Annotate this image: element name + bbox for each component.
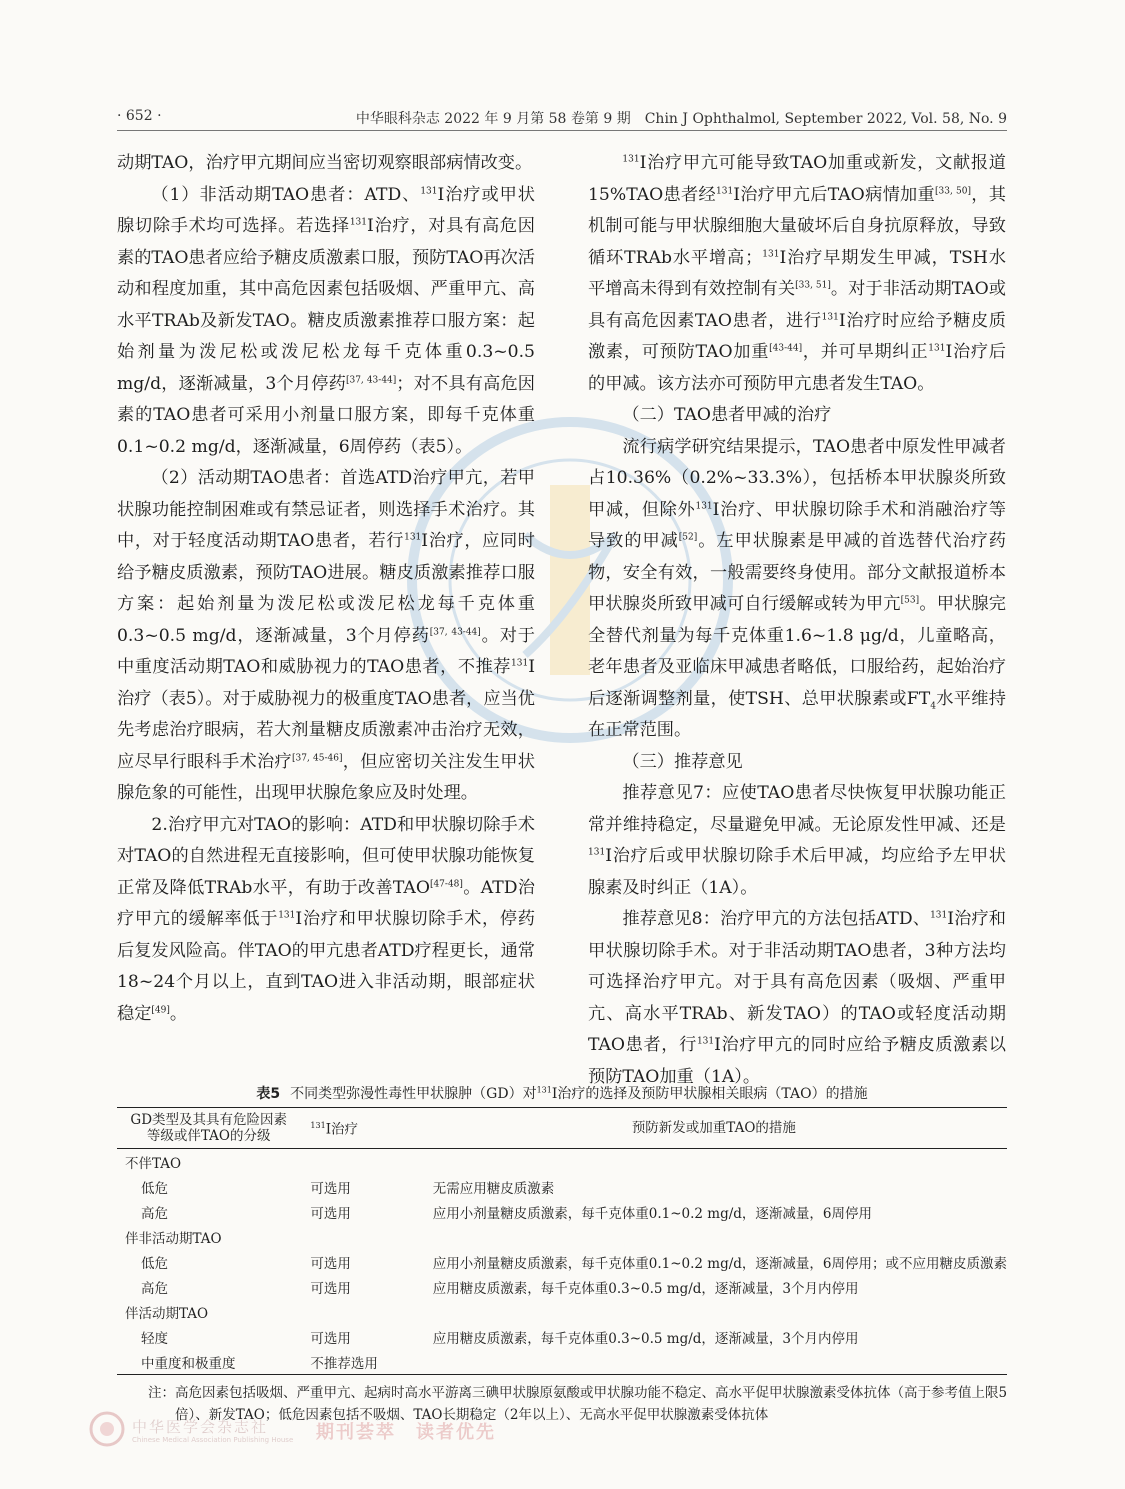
row-measure xyxy=(421,1349,1007,1375)
row-category: 低危 xyxy=(141,1180,168,1197)
row-measure xyxy=(421,1149,1007,1175)
table-row xyxy=(117,1199,1007,1224)
row-category: 伴非活动期TAO xyxy=(125,1230,222,1247)
row-category: 伴活动期TAO xyxy=(125,1305,209,1322)
citation: [52] xyxy=(678,532,698,543)
table-row xyxy=(117,1249,1007,1274)
publisher-name-en: Chinese Medical Association Publishing House xyxy=(132,1436,294,1444)
table-caption: 表5 不同类型弥漫性毒性甲状腺肿（GD）对$^{131}$I治疗的选择及预防甲状腺相关眼病（TAO）的措施 xyxy=(256,1085,868,1102)
table-row xyxy=(117,1224,1007,1249)
table-note: 注：高危因素包括吸烟、严重甲亢、起病时高水平游离三碘甲状腺原氨酸或甲状腺功能不稳定、高水平促甲状腺激素受体抗体（高于参考值上限5倍）、新发TAO；低危因素包括不吸烟、TAO长期稳定（2年以上）、无高水平促甲状腺激素受体抗体 xyxy=(148,1385,1008,1423)
row-131i-option: 不推荐选用 xyxy=(310,1355,378,1372)
header-gd-type: GD类型及其具有危险因素 等级或伴TAO的分级 xyxy=(130,1112,288,1144)
paragraph: $^{131}$I治疗甲亢可能导致TAO加重或新发，文献报道15%TAO患者经$^{131}$I治疗甲亢后TAO病情加重[33, 50]，其机制可能与甲状腺细胞大量破坏后自身抗原释放，导致循环TRAb水平增高；$^{131}$I治疗早期发生甲减，TSH水平增高未得到有效控制有关[33, 51]。对于非活动期TAO或具有高危因素TAO患者，进行$^{131}$I治疗时应给予糖皮质激素，可预防TAO加重[43-44]，并可早期纠正$^{131}$I治疗后的甲减。该方法亦可预防甲亢患者发生TAO。 xyxy=(588,153,1006,394)
citation: [47-48] xyxy=(429,878,463,889)
header-measures: 预防新发或加重TAO的措施 xyxy=(631,1120,796,1136)
publisher-footer xyxy=(88,1410,508,1450)
table-row xyxy=(117,1324,1007,1349)
citation: [37, 43-44] xyxy=(345,374,397,385)
table-row xyxy=(117,1174,1007,1199)
table-row xyxy=(117,1349,1007,1375)
citation: [37, 45-46] xyxy=(292,752,343,763)
header-131i: $^{131}$I治疗 xyxy=(310,1121,359,1138)
row-131i-option xyxy=(300,1299,420,1324)
row-131i-option: 可选用 xyxy=(310,1280,351,1297)
table-row xyxy=(117,1274,1007,1299)
table-row xyxy=(117,1299,1007,1324)
row-category: 高危 xyxy=(141,1280,168,1297)
page-number: · 652 · xyxy=(117,108,162,124)
row-131i-option xyxy=(300,1224,420,1249)
row-category: 不伴TAO xyxy=(125,1155,182,1172)
citation: [43-44] xyxy=(769,343,803,354)
paragraph: 流行病学研究结果提示，TAO患者中原发性甲减者占10.36%（0.2%~33.3%），包括桥本甲状腺炎所致甲减，但除外$^{131}$I治疗、甲状腺切除手术和消融治疗等导致的甲减[52]。左甲状腺素是甲减的首选替代治疗药物，安全有效，一般需要终身使用。部分文献报道桥本甲状腺炎所致甲减可自行缓解或转为甲亢[53]。甲状腺完全替代剂量为每千克体重1.6~1.8 μg/d，儿童略高，老年患者及亚临床甲减患者略低，口服给药，起始治疗后逐渐调整剂量，使TSH、总甲状腺素或$FT_4$水平维持在正常范围。 xyxy=(588,436,1006,740)
row-measure: 应用糖皮质激素，每千克体重0.3~0.5 mg/d，逐渐减量，3个月内停用 xyxy=(432,1280,859,1297)
publisher-name: 中华医学会杂志社 xyxy=(132,1418,269,1436)
citation: [33, 50] xyxy=(935,185,971,196)
left-column xyxy=(117,148,535,1030)
journal-citation: 中华眼科杂志 2022 年 9 月第 58 卷第 9 期 Chin J Ophthalmol, September 2022, Vol. 58, No. 9 xyxy=(355,111,1007,127)
citation: [53] xyxy=(900,595,920,606)
paragraph: （1）非活动期TAO患者：ATD、$^{131}$I治疗或甲状腺切除手术均可选择。若选择$^{131}$I治疗，对具有高危因素的TAO患者应给予糖皮质激素口服，预防TAO再次活动和程度加重，其中高危因素包括吸烟、严重甲亢、高水平TRAb及新发TAO。糖皮质激素推荐口服方案：起始剂量为泼尼松或泼尼松龙每千克体重0.3~0.5 mg/d，逐渐减量，3个月停药[37, 43-44]；对不具有高危因素的TAO患者可采用小剂量口服方案，即每千克体重0.1~0.2 mg/d，逐渐减量，6周停药（表5）。 xyxy=(117,184,535,457)
row-131i-option xyxy=(300,1149,420,1175)
row-131i-option: 可选用 xyxy=(310,1180,351,1197)
citation: [33, 51] xyxy=(795,280,831,291)
row-measure: 应用小剂量糖皮质激素，每千克体重0.1~0.2 mg/d，逐渐减量，6周停用 xyxy=(432,1205,872,1222)
recommendation-7: 推荐意见7：应使TAO患者尽快恢复甲状腺功能正常并维持稳定，尽量避免甲减。无论原发性甲减、还是$^{131}$I治疗后或甲状腺切除手术后甲减，均应给予左甲状腺素及时纠正（1A）。 xyxy=(588,783,1006,898)
row-131i-option: 可选用 xyxy=(310,1330,351,1347)
row-category: 高危 xyxy=(141,1205,168,1222)
publisher-logo-icon xyxy=(88,1410,126,1448)
row-131i-option: 可选用 xyxy=(310,1205,351,1222)
recommendation-8: 推荐意见8：治疗甲亢的方法包括ATD、$^{131}$I治疗和甲状腺切除手术。对于非活动期TAO患者，3种方法均可选择治疗甲亢。对于具有高危因素（吸烟、严重甲亢、高水平TRAb、新发TAO）的TAO或轻度活动期TAO患者，行$^{131}$I治疗甲亢的同时应给予糖皮质激素以预防TAO加重（1A）。 xyxy=(588,909,1006,1087)
row-category: 中重度和极重度 xyxy=(141,1355,236,1372)
row-measure: 应用糖皮质激素，每千克体重0.3~0.5 mg/d，逐渐减量，3个月内停用 xyxy=(432,1330,859,1347)
row-measure: 应用小剂量糖皮质激素，每千克体重0.1~0.2 mg/d，逐渐减量，6周停用；或不应用糖皮质激素 xyxy=(432,1255,1007,1272)
row-measure: 无需应用糖皮质激素 xyxy=(432,1180,555,1197)
table-header-row xyxy=(117,1108,1007,1149)
citation: [49] xyxy=(151,1004,170,1015)
row-measure xyxy=(421,1224,1007,1249)
section-heading: （二）TAO患者甲减的治疗 xyxy=(622,405,832,425)
table-5 xyxy=(117,1107,1007,1375)
running-head xyxy=(117,104,1007,131)
row-measure xyxy=(421,1299,1007,1324)
paragraph: 动期TAO，治疗甲亢期间应当密切观察眼部病情改变。 xyxy=(117,153,533,173)
table-body xyxy=(117,1149,1007,1375)
right-column xyxy=(588,148,1006,1093)
paragraph: （2）活动期TAO患者：首选ATD治疗甲亢，若甲状腺功能控制困难或有禁忌证者，则选择手术治疗。其中，对于轻度活动期TAO患者，若行$^{131}$I治疗，应同时给予糖皮质激素，预防TAO进展。糖皮质激素推荐口服方案：起始剂量为泼尼松或泼尼松龙每千克体重0.3~0.5 mg/d，逐渐减量，3个月停药[37, 43-44]。对于中重度活动期TAO和威胁视力的TAO患者，不推荐$^{131}$I治疗（表5）。对于威胁视力的极重度TAO患者，应当优先考虑治疗眼病，若大剂量糖皮质激素冲击治疗无效，应尽早行眼科手术治疗[37, 45-46]，但应密切关注发生甲状腺危象的可能性，出现甲状腺危象应及时处理。 xyxy=(117,468,535,803)
table-row xyxy=(117,1149,1007,1175)
paragraph: 2.治疗甲亢对TAO的影响：ATD和甲状腺切除手术对TAO的自然进程无直接影响，但可使甲状腺功能恢复正常及降低TRAb水平，有助于改善TAO[47-48]。ATD治疗甲亢的缓解率低于$^{131}$I治疗和甲状腺切除手术，停药后复发风险高。伴TAO的甲亢患者ATD疗程更长，通常18~24个月以上，直到TAO进入非活动期，眼部症状稳定[49]。 xyxy=(117,814,535,1024)
citation: [37, 43-44] xyxy=(429,626,481,637)
section-heading: （三）推荐意见 xyxy=(622,751,743,772)
row-131i-option: 可选用 xyxy=(310,1255,351,1272)
row-category: 轻度 xyxy=(141,1330,168,1347)
row-category: 低危 xyxy=(141,1255,168,1272)
table-label: 表5 xyxy=(256,1086,281,1102)
publisher-brand: 期刊荟萃 读者优先 xyxy=(316,1422,496,1443)
